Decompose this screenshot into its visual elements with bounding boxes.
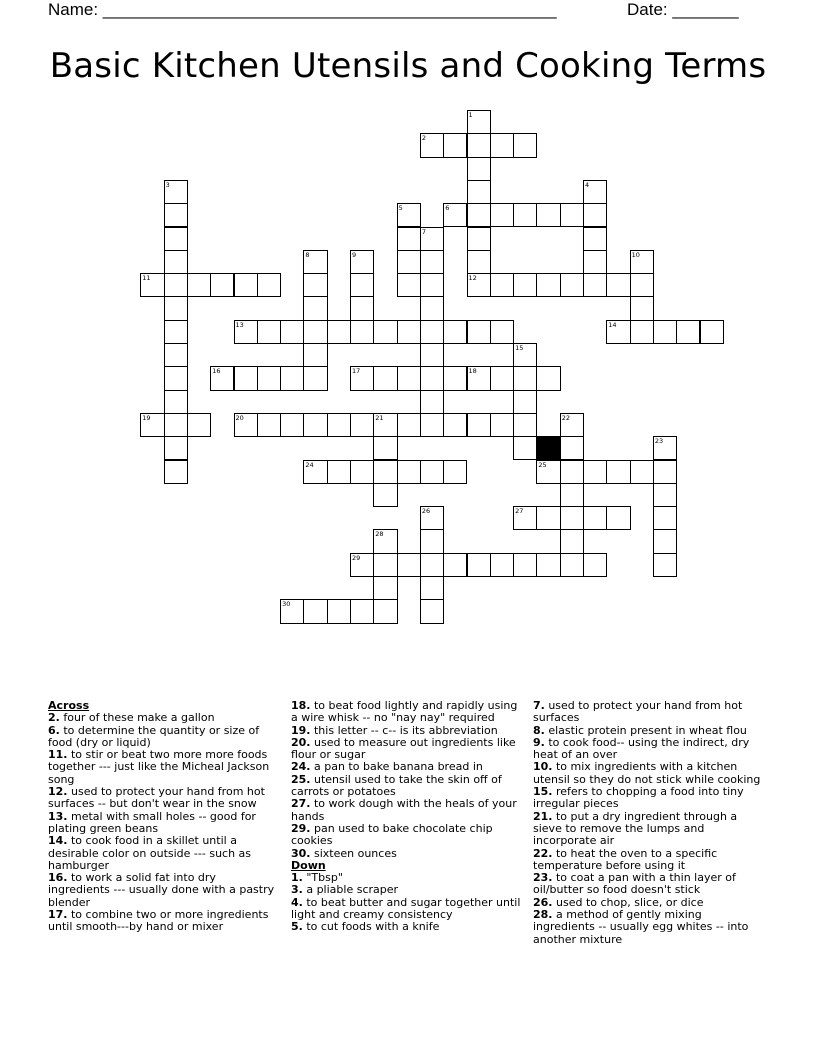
date-field-label: Date: _______ [627, 0, 739, 19]
grid-cell[interactable] [536, 366, 560, 390]
grid-cell[interactable] [513, 273, 537, 297]
grid-cell[interactable] [420, 413, 444, 437]
grid-cell[interactable] [257, 413, 281, 437]
grid-cell[interactable] [164, 273, 188, 297]
grid-cell[interactable] [303, 320, 327, 344]
grid-cell[interactable] [397, 553, 421, 577]
clue-number: 7 [421, 227, 427, 236]
down-clue: 9. to cook food-- using the indirect, dry heat of an over [533, 735, 750, 762]
grid-cell[interactable] [280, 599, 304, 623]
down-clue: 7. used to protect your hand from hot surfaces [533, 699, 743, 725]
grid-cell[interactable] [350, 320, 374, 344]
grid-cell[interactable] [397, 366, 421, 390]
grid-cell[interactable] [630, 296, 654, 320]
grid-cell[interactable] [560, 483, 584, 507]
grid-cell[interactable] [606, 506, 630, 530]
grid-cell[interactable] [513, 413, 537, 437]
clue-number: 12 [468, 274, 477, 283]
grid-cell[interactable] [210, 366, 234, 390]
grid-cell[interactable] [373, 576, 397, 600]
grid-cell[interactable] [420, 576, 444, 600]
grid-cell[interactable] [420, 133, 444, 157]
grid-cell[interactable] [443, 133, 467, 157]
across-clue: 30. sixteen ounces [291, 846, 397, 860]
grid-cell[interactable] [164, 343, 188, 367]
across-clue: 18. to beat food lightly and rapidly using a wire whisk -- no "nay nay" required [291, 699, 518, 725]
clue-number: 3 [165, 180, 170, 189]
grid-cell[interactable] [164, 227, 188, 251]
clue-number: 15 [515, 344, 524, 352]
grid-cell[interactable] [303, 460, 327, 484]
grid-cell[interactable] [467, 250, 491, 274]
grid-cell[interactable] [257, 366, 281, 390]
grid-cell[interactable] [420, 227, 444, 251]
clue-number: 20 [235, 413, 244, 422]
grid-cell[interactable] [467, 553, 491, 577]
clue-number: 25 [538, 460, 547, 469]
grid-cell[interactable] [140, 413, 164, 437]
grid-cell[interactable] [443, 413, 467, 437]
grid-cell[interactable] [397, 320, 421, 344]
grid-cell[interactable] [303, 599, 327, 623]
clue-number: 24 [305, 460, 314, 469]
grid-cell[interactable] [327, 599, 351, 623]
down-clue: 4. to beat butter and sugar together until light and creamy consistency [291, 895, 521, 922]
grid-cell[interactable] [350, 366, 374, 390]
grid-cell[interactable] [327, 413, 351, 437]
grid-cell[interactable] [350, 250, 374, 274]
grid-cell[interactable] [373, 460, 397, 484]
down-clue: 15. refers to chopping a food into tiny irregular pieces [533, 785, 744, 811]
clue-number: 14 [608, 320, 617, 329]
grid-cell[interactable] [653, 483, 677, 507]
grid-cell[interactable] [467, 413, 491, 437]
grid-cell[interactable] [350, 273, 374, 297]
grid-cell[interactable] [653, 460, 677, 484]
grid-cell[interactable] [583, 553, 607, 577]
clue-number: 26 [421, 507, 431, 516]
across-clue: 27. to work dough with the heals of your hands [291, 797, 517, 823]
grid-cell[interactable] [467, 157, 491, 181]
grid-cell[interactable] [490, 553, 514, 577]
clue-number: 28 [375, 530, 384, 539]
across-clue: 16. to work a solid fat into dry ingredients --- usually done with a pastry blender [48, 871, 275, 909]
grid-cell[interactable] [443, 553, 467, 577]
grid-cell[interactable] [350, 413, 374, 437]
grid-cell[interactable] [303, 296, 327, 320]
across-clue: 13. metal with small holes -- good for plating green beans [48, 809, 256, 835]
across-clue: 25. utensil used to take the skin off of carrots or potatoes [291, 772, 502, 799]
clue-number: 18 [468, 367, 477, 376]
grid-cell[interactable] [490, 273, 514, 297]
grid-cell[interactable] [560, 506, 584, 530]
grid-cell[interactable] [187, 413, 211, 437]
grid-cell[interactable] [583, 180, 607, 204]
grid-cell[interactable] [583, 506, 607, 530]
grid-cell[interactable] [513, 133, 537, 157]
grid-cell[interactable] [560, 203, 584, 227]
grid-cell[interactable] [536, 460, 560, 484]
grid-cell[interactable] [373, 599, 397, 623]
grid-cell[interactable] [327, 320, 351, 344]
grid-cell[interactable] [420, 273, 444, 297]
grid-cell[interactable] [164, 296, 188, 320]
grid-cell[interactable] [420, 343, 444, 367]
clues-column-1 [48, 700, 280, 934]
grid-cell[interactable] [164, 390, 188, 414]
grid-cell[interactable] [257, 273, 281, 297]
clue-number: 29 [352, 553, 361, 562]
grid-cell[interactable] [467, 110, 491, 134]
grid-cell[interactable] [630, 320, 654, 344]
grid-cell[interactable] [630, 250, 654, 274]
grid-cell[interactable] [303, 273, 327, 297]
clue-number: 21 [375, 413, 384, 422]
grid-cell[interactable] [234, 320, 258, 344]
grid-cell[interactable] [420, 460, 444, 484]
grid-cell[interactable] [653, 506, 677, 530]
grid-cell[interactable] [373, 366, 397, 390]
grid-cell[interactable] [420, 599, 444, 623]
grid-cell[interactable] [234, 273, 258, 297]
grid-cell[interactable] [630, 460, 654, 484]
clue-number: 30 [282, 600, 291, 609]
across-clue: 24. a pan to bake banana bread in [291, 760, 483, 774]
grid-cell[interactable] [583, 273, 607, 297]
clue-number: 8 [305, 250, 310, 259]
grid-cell[interactable] [513, 436, 537, 460]
grid-cell[interactable] [420, 296, 444, 320]
grid-cell[interactable] [373, 413, 397, 437]
grid-cell[interactable] [140, 273, 164, 297]
grid-cell[interactable] [303, 343, 327, 367]
down-clue: 10. to mix ingredients with a kitchen utensil so they do not stick while cooking [533, 760, 761, 786]
grid-cell[interactable] [536, 203, 560, 227]
grid-cell[interactable] [560, 553, 584, 577]
grid-cell[interactable] [397, 460, 421, 484]
grid-cell[interactable] [443, 320, 467, 344]
clue-number: 1 [468, 111, 473, 119]
grid-cell[interactable] [513, 366, 537, 390]
grid-cell[interactable] [583, 250, 607, 274]
grid-cell[interactable] [420, 529, 444, 553]
grid-cell[interactable] [467, 366, 491, 390]
grid-cell[interactable] [606, 273, 630, 297]
grid-black-cell [536, 436, 560, 460]
clue-number: 2 [421, 134, 427, 143]
grid-cell[interactable] [630, 273, 654, 297]
down-clue: 26. used to chop, slice, or dice [533, 895, 704, 909]
grid-cell[interactable] [583, 460, 607, 484]
grid-cell[interactable] [303, 413, 327, 437]
grid-cell[interactable] [350, 460, 374, 484]
grid-cell[interactable] [397, 203, 421, 227]
grid-cell[interactable] [164, 250, 188, 274]
grid-cell[interactable] [257, 320, 281, 344]
clue-number: 6 [445, 204, 450, 213]
clue-number: 4 [585, 180, 590, 189]
down-clue: 23. to coat a pan with a thin layer of oil/butter so food doesn't stick [533, 871, 736, 897]
grid-cell[interactable] [443, 203, 467, 227]
grid-cell[interactable] [467, 133, 491, 157]
grid-cell[interactable] [164, 320, 188, 344]
grid-cell[interactable] [397, 413, 421, 437]
grid-cell[interactable] [606, 460, 630, 484]
clue-number: 10 [631, 250, 640, 259]
across-clue: 14. to cook food in a skillet until a desirable color on outside --- such as hamburger [48, 834, 252, 872]
across-clue: 29. pan used to bake chocolate chip cookies [291, 821, 493, 848]
grid-cell[interactable] [420, 553, 444, 577]
grid-cell[interactable] [653, 553, 677, 577]
clue-number: 5 [398, 204, 403, 213]
grid-cell[interactable] [560, 436, 584, 460]
clues-column-3 [533, 700, 765, 946]
grid-cell[interactable] [653, 529, 677, 553]
grid-cell[interactable] [536, 273, 560, 297]
grid-cell[interactable] [490, 366, 514, 390]
grid-cell[interactable] [490, 133, 514, 157]
grid-cell[interactable] [234, 366, 258, 390]
grid-cell[interactable] [280, 320, 304, 344]
down-clue: 8. elastic protein present in wheat flou [533, 723, 747, 737]
grid-cell[interactable] [397, 273, 421, 297]
clue-number: 13 [235, 320, 244, 329]
across-clue: 2. four of these make a gallon [48, 711, 215, 725]
across-clue: 17. to combine two or more ingredients until smooth---by hand or mixer [48, 908, 269, 934]
grid-cell[interactable] [373, 436, 397, 460]
down-clue: 1. "Tbsp" [291, 871, 343, 885]
clue-number: 17 [352, 367, 361, 376]
grid-cell[interactable] [327, 460, 351, 484]
across-clue: 19. this letter -- c-- is its abbreviation [291, 723, 498, 737]
down-clue: 22. to heat the oven to a specific temperature before using it [533, 846, 718, 872]
grid-cell[interactable] [467, 320, 491, 344]
grid-cell[interactable] [187, 273, 211, 297]
grid-cell[interactable] [350, 599, 374, 623]
down-heading: Down [291, 858, 326, 872]
grid-cell[interactable] [653, 320, 677, 344]
across-clue: 11. to stir or beat two more more foods together --- just like the Micheal Jackson song [48, 748, 270, 786]
grid-cell[interactable] [397, 250, 421, 274]
grid-cell[interactable] [467, 227, 491, 251]
down-clue: 21. to put a dry ingredient through a sieve to remove the lumps and incorporate air [533, 809, 738, 848]
clue-number: 27 [515, 507, 524, 516]
grid-cell[interactable] [373, 483, 397, 507]
grid-cell[interactable] [280, 366, 304, 390]
down-clue: 28. a method of gently mixing ingredients -- usually egg whites -- into another mixture [533, 908, 749, 946]
grid-cell[interactable] [420, 390, 444, 414]
grid-cell[interactable] [420, 366, 444, 390]
grid-cell[interactable] [280, 413, 304, 437]
grid-cell[interactable] [164, 436, 188, 460]
grid-cell[interactable] [303, 366, 327, 390]
grid-cell[interactable] [700, 320, 724, 344]
grid-cell[interactable] [234, 413, 258, 437]
grid-cell[interactable] [373, 553, 397, 577]
grid-cell[interactable] [303, 250, 327, 274]
grid-cell[interactable] [443, 460, 467, 484]
down-clue: 5. to cut foods with a knife [291, 920, 440, 934]
clue-number: 19 [142, 413, 151, 422]
across-clue: 12. used to protect your hand from hot surfaces -- but don't wear in the snow [48, 785, 265, 811]
grid-cell[interactable] [490, 203, 514, 227]
clue-number: 11 [142, 274, 151, 283]
clue-number: 22 [561, 413, 570, 422]
grid-cell[interactable] [164, 366, 188, 390]
grid-cell[interactable] [513, 506, 537, 530]
page-title: Basic Kitchen Utensils and Cooking Terms [49, 46, 767, 86]
grid-cell[interactable] [164, 460, 188, 484]
across-clue: 20. used to measure out ingredients like flour or sugar [291, 735, 516, 762]
grid-cell[interactable] [536, 553, 560, 577]
grid-cell[interactable] [164, 203, 188, 227]
grid-cell[interactable] [653, 436, 677, 460]
grid-cell[interactable] [490, 320, 514, 344]
grid-cell[interactable] [490, 413, 514, 437]
clue-number: 23 [654, 437, 664, 446]
grid-cell[interactable] [560, 413, 584, 437]
grid-cell[interactable] [164, 413, 188, 437]
grid-cell[interactable] [467, 273, 491, 297]
grid-cell[interactable] [583, 227, 607, 251]
grid-cell[interactable] [420, 506, 444, 530]
grid-cell[interactable] [536, 506, 560, 530]
grid-cell[interactable] [373, 529, 397, 553]
across-heading: Across [48, 699, 90, 712]
grid-cell[interactable] [467, 180, 491, 204]
clue-number: 16 [212, 367, 221, 376]
clue-number: 9 [352, 250, 357, 259]
across-clue: 6. to determine the quantity or size of food (dry or liquid) [48, 723, 260, 749]
down-clue: 3. a pliable scraper [291, 883, 399, 897]
grid-cell[interactable] [513, 553, 537, 577]
grid-cell[interactable] [560, 460, 584, 484]
grid-cell[interactable] [350, 553, 374, 577]
grid-cell[interactable] [420, 250, 444, 274]
grid-cell[interactable] [164, 180, 188, 204]
grid-cell[interactable] [513, 203, 537, 227]
clues-column-2 [291, 700, 523, 934]
grid-cell[interactable] [560, 529, 584, 553]
grid-cell[interactable] [513, 343, 537, 367]
grid-cell[interactable] [583, 203, 607, 227]
grid-cell[interactable] [350, 296, 374, 320]
grid-cell[interactable] [210, 273, 234, 297]
grid-cell[interactable] [676, 320, 700, 344]
grid-cell[interactable] [560, 273, 584, 297]
grid-cell[interactable] [373, 320, 397, 344]
grid-cell[interactable] [606, 320, 630, 344]
grid-cell[interactable] [397, 227, 421, 251]
grid-cell[interactable] [420, 320, 444, 344]
grid-cell[interactable] [443, 366, 467, 390]
grid-cell[interactable] [513, 390, 537, 414]
name-field-label: Name: ________________________________________________ [48, 0, 557, 19]
grid-cell[interactable] [467, 203, 491, 227]
